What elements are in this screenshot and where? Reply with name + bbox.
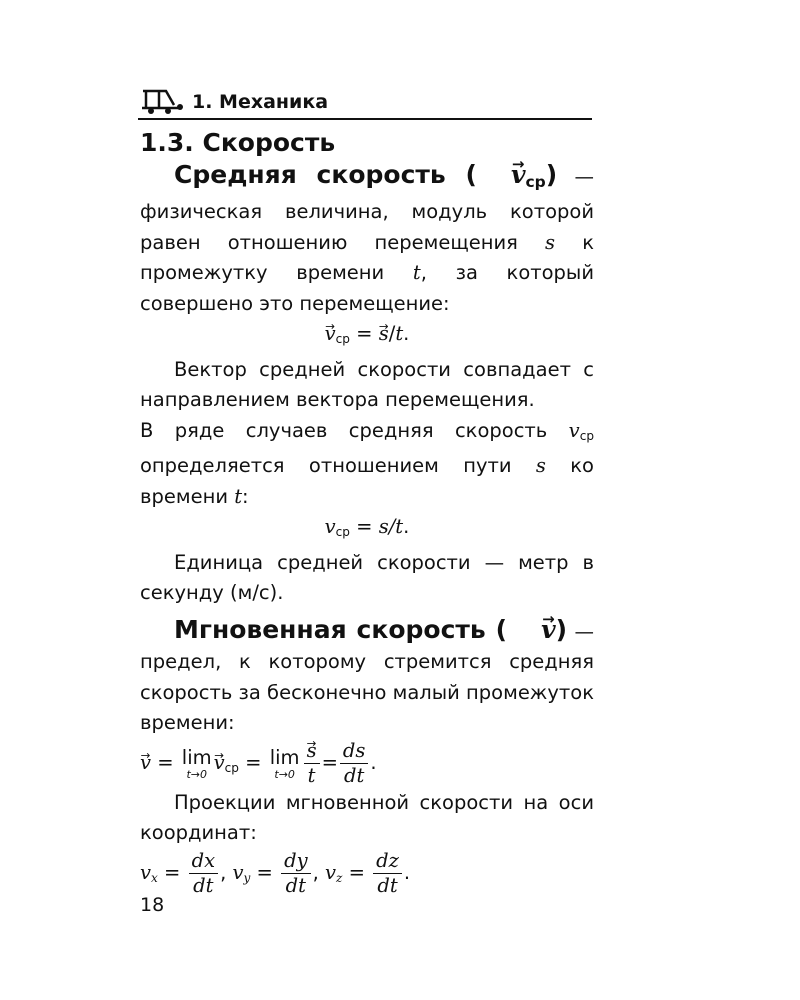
formula-instant-velocity: → v = lim t→0 → $v_{ср}$ = lim t→0 → $\frac{s}{t}$ = $\frac{ds}{dt}$ . xyxy=(140,739,594,788)
paragraph-path-ratio: В ряде случаев средняя скорость $v_{ср}$ определяется отношением пути s ко времени t: xyxy=(140,418,594,508)
formula-velocity-projections: $v_x$ = $\frac{dx}{dt}$ , $v_y$ = $\frac{dy}{dt}$ , $v_z$ = $\frac{dz}{dt}$ . xyxy=(140,848,411,897)
mechanics-chapter-icon xyxy=(140,86,188,116)
paragraph-unit: Единица средней скорости — метр в секунду (м/с). xyxy=(140,550,594,605)
paragraph-vector-direction: Вектор средней скорости совпадает с направлением вектора перемещения. xyxy=(140,357,594,412)
paragraph-instant-speed: Мгновенная скорость (→ v) — предел, к которому стремится средняя скорость за бесконечно малый промежуток времени: xyxy=(140,615,594,739)
body-text xyxy=(140,160,594,898)
term-average-speed: Средняя скорость (→ $v_{ср}$) xyxy=(174,160,557,189)
term-instant-speed: Мгновенная скорость (→ v) xyxy=(174,615,567,644)
section-title: 1.3. Скорость xyxy=(140,128,336,157)
page-number: 18 xyxy=(140,894,165,916)
paragraph-average-speed: Средняя скорость (→ $v_{ср}$) — физическая величина, модуль которой равен отношению перемещения s к промежутку времени t, за который совершено это перемещение: xyxy=(140,160,594,319)
chapter-title: 1. Механика xyxy=(192,91,329,113)
paragraph-projections: Проекции мгновенной скорости на оси координат: xyxy=(140,790,594,845)
formula-average-speed: $v_{ср} = s/t$. xyxy=(324,515,410,540)
formula-average-velocity: → $v_{ср}$ = → s/t. xyxy=(140,319,594,355)
chapter-header xyxy=(138,82,592,120)
